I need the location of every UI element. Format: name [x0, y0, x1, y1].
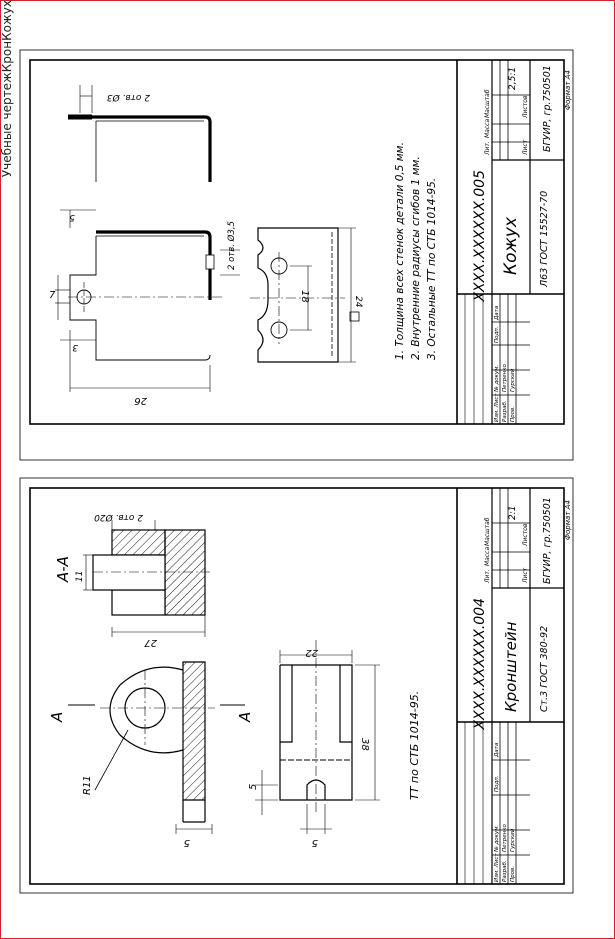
designation-top: XXXX.XXXXXX.005 — [472, 170, 488, 302]
name-razrab-top: Петренко — [502, 364, 508, 392]
format-bottom: Формат А4 — [564, 500, 572, 540]
dim-5-top: 5 — [69, 212, 75, 222]
dim-holes-bottom: 2 отв. Ø20 — [94, 512, 143, 522]
format-top: Формат А4 — [564, 70, 572, 110]
col-lit-top: Лит. — [484, 141, 491, 155]
kronshtein-side-view — [255, 640, 380, 834]
name-prov-bottom: Гурский — [510, 828, 516, 852]
designation-bottom: XXXX.XXXXXX.004 — [472, 598, 488, 730]
part-name-bottom: Кронштейн — [502, 621, 520, 712]
organization-bottom: БГУИР, гр.750501 — [542, 497, 553, 584]
dim-5c-bottom: 5 — [311, 837, 318, 848]
row-ndoc-bottom: № докум. — [494, 824, 500, 852]
dim-3-top: 3 — [72, 342, 78, 352]
dim-18-top: 18 — [299, 290, 310, 303]
dim-5b-bottom: 5 — [248, 783, 259, 790]
part-name-top: Кожух — [501, 217, 521, 275]
col-sheets-top: Листов — [522, 95, 529, 118]
row-data-bottom: Дата — [494, 742, 500, 757]
dim-5a-bottom: 5 — [183, 837, 190, 848]
cut-letter-left: А — [48, 711, 66, 722]
kronshtein-main-view — [68, 662, 245, 834]
cut-letter-right: А — [236, 711, 254, 722]
side-label-text: Учебные чертежКронКожух — [0, 0, 14, 178]
dim-holes-mid: 2 отв. Ø3,5 — [227, 221, 237, 270]
row-data-top: Дата — [494, 305, 500, 320]
dim-holes-top: 2 отв. Ø3 — [106, 92, 150, 102]
kozhukh-front-view — [55, 210, 240, 392]
row-podp-top: Подп. — [494, 326, 500, 343]
organization-top: БГУИР, гр.750501 — [542, 65, 553, 152]
note-2-top: 2. Внутренние радиусы сгибов 1 мм. — [410, 156, 422, 360]
material-bottom: Ст.3 ГОСТ 380-92 — [539, 625, 550, 712]
dim-7-top: 7 — [49, 290, 56, 301]
row-prov-top: Пров. — [510, 406, 516, 422]
dim-27-bottom: 27 — [144, 637, 157, 648]
col-sheets-bottom: Листов — [522, 523, 529, 546]
dim-38-bottom: 38 — [359, 738, 370, 751]
row-ndoc-top: № докум. — [494, 364, 500, 392]
row-prov-bottom: Пров. — [510, 866, 516, 882]
col-sheet-top: Лист — [522, 139, 529, 155]
col-mass-top: Масса — [484, 118, 491, 138]
row-podp-bottom: Подп. — [494, 775, 500, 792]
scale-top: 2,5:1 — [508, 66, 518, 90]
col-mass-bottom: Масса — [484, 546, 491, 566]
section-a-a — [83, 520, 210, 637]
row-razrab-bottom: Разраб. — [502, 860, 508, 882]
dim-r11-bottom: R11 — [82, 775, 93, 795]
col-lit-bottom: Лит. — [484, 569, 491, 583]
row-izm-top: Изм. Лист — [494, 393, 500, 422]
row-izm-bottom: Изм. Лист — [494, 853, 500, 882]
note-1-top: 1. Толщина всех стенок детали 0,5 мм. — [394, 142, 406, 360]
sheet-bottom — [20, 478, 573, 893]
col-sheet-bottom: Лист — [522, 567, 529, 583]
sheet-top — [20, 50, 573, 460]
col-scale-bottom: Масштаб — [484, 517, 491, 546]
dim-24-top: 24 — [353, 296, 363, 308]
dim-11-bottom: 11 — [75, 570, 85, 582]
section-label: А-А — [54, 556, 72, 582]
material-top: Л63 ГОСТ 15527-70 — [539, 190, 550, 287]
name-prov-top: Гурский — [510, 368, 516, 392]
dim-26-top: 26 — [134, 395, 147, 406]
scale-bottom: 2:1 — [508, 505, 518, 520]
dim-22-bottom: 22 — [305, 647, 318, 658]
row-razrab-top: Разраб. — [502, 400, 508, 422]
col-scale-top: Масштаб — [484, 89, 491, 118]
name-razrab-bottom: Петренко — [502, 824, 508, 852]
note-3-top: 3. Остальные ТТ по СТБ 1014-95. — [426, 177, 438, 360]
note-bottom: ТТ по СТБ 1014-95. — [408, 690, 421, 800]
